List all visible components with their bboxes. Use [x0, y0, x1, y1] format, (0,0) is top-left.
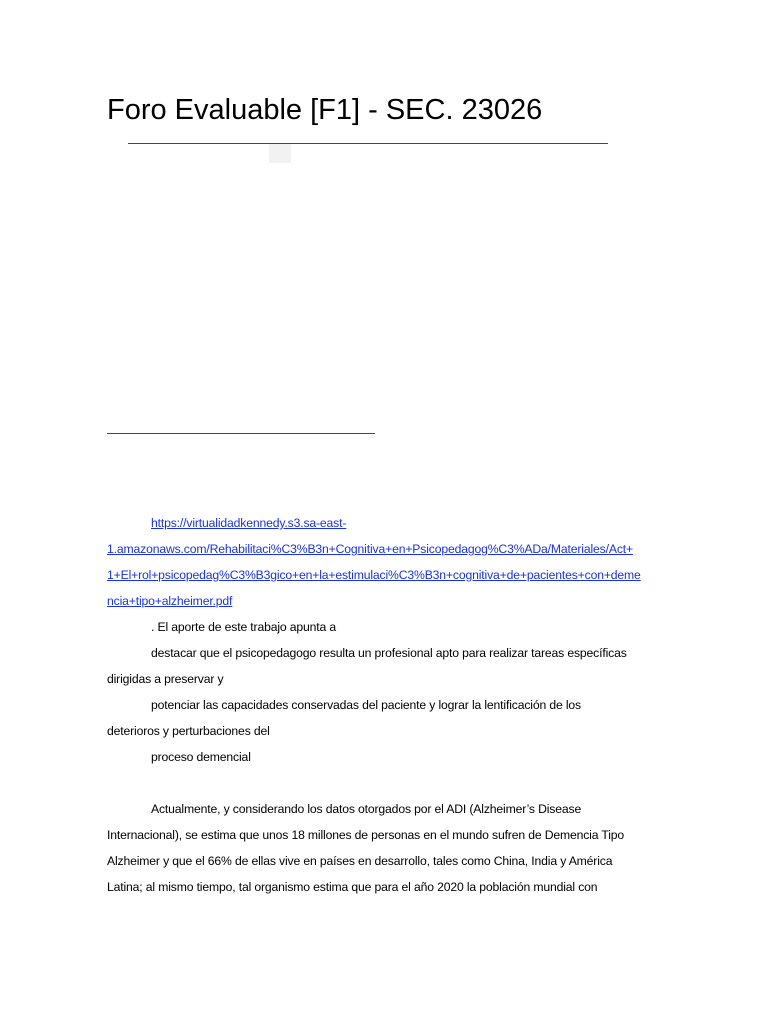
- section-divider: [107, 433, 375, 434]
- paragraph-2-line-4: Latina; al mismo tiempo, tal organismo estima que para el año 2020 la población mundial con: [107, 880, 598, 894]
- document-body: [107, 510, 667, 900]
- source-link-line-1[interactable]: https://virtualidadkennedy.s3.sa-east-: [151, 516, 347, 530]
- paragraph-1-line-5: deterioros y perturbaciones del: [107, 724, 270, 738]
- image-placeholder: [269, 144, 291, 163]
- title-underline: [128, 143, 608, 144]
- paragraph-1-line-3: dirigidas a preservar y: [107, 672, 224, 686]
- source-link-line-2[interactable]: 1.amazonaws.com/Rehabilitaci%C3%B3n+Cognitiva+en+Psicopedagog%C3%ADa/Materiales/Act+: [107, 542, 633, 556]
- paragraph-1-line-6: proceso demencial: [151, 750, 251, 764]
- paragraph-2-line-1: Actualmente, y considerando los datos otorgados por el ADI (Alzheimer’s Disease: [151, 802, 582, 816]
- paragraph-1-line-1: . El aporte de este trabajo apunta a: [151, 620, 336, 634]
- paragraph-2-line-3: Alzheimer y que el 66% de ellas vive en países en desarrollo, tales como China, India y América: [107, 854, 613, 868]
- source-link-line-4[interactable]: ncia+tipo+alzheimer.pdf: [107, 594, 233, 608]
- blank-line: [107, 770, 667, 796]
- paragraph-1-line-2: destacar que el psicopedagogo resulta un profesional apto para realizar tareas específicas: [151, 646, 627, 660]
- source-link-line-3[interactable]: 1+El+rol+psicopedag%C3%B3gico+en+la+estimulaci%C3%B3n+cognitiva+de+pacientes+con+deme: [107, 568, 641, 582]
- paragraph-2-line-2: Internacional), se estima que unos 18 millones de personas en el mundo sufren de Demencia Tipo: [107, 828, 625, 842]
- page-title: Foro Evaluable [F1] - SEC. 23026: [107, 94, 543, 126]
- paragraph-1-line-4: potenciar las capacidades conservadas del paciente y lograr la lentificación de los: [151, 698, 581, 712]
